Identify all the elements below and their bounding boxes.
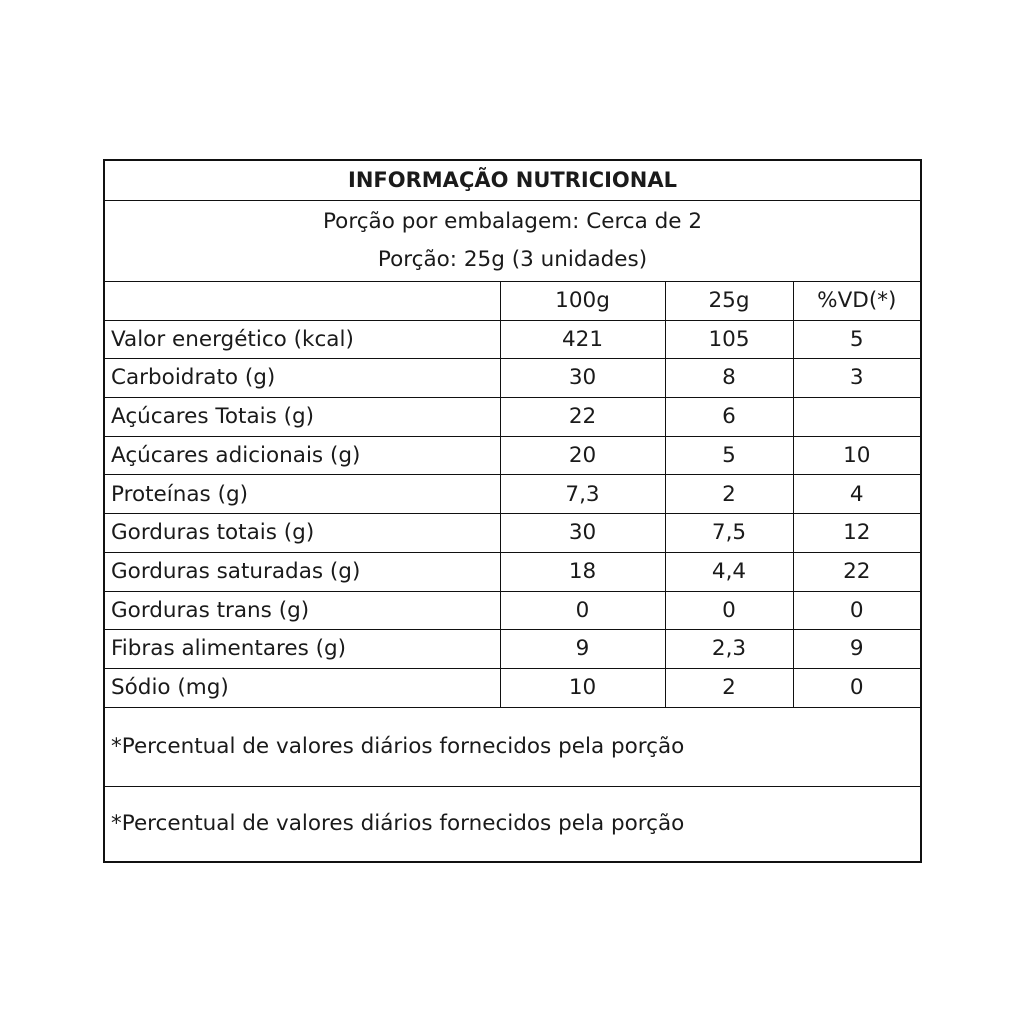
table-row xyxy=(104,591,921,630)
nutrient-name: Carboidrato (g) xyxy=(104,359,500,398)
serving-info-row xyxy=(104,201,921,282)
value-serving: 7,5 xyxy=(665,514,793,553)
value-dv xyxy=(793,398,921,437)
value-100g: 9 xyxy=(500,630,665,669)
nutrient-name: Gorduras saturadas (g) xyxy=(104,552,500,591)
value-serving: 8 xyxy=(665,359,793,398)
footnote-row xyxy=(104,707,921,786)
table-row xyxy=(104,514,921,553)
table-row xyxy=(104,552,921,591)
column-header-row xyxy=(104,282,921,321)
value-dv: 3 xyxy=(793,359,921,398)
value-100g: 0 xyxy=(500,591,665,630)
value-dv: 12 xyxy=(793,514,921,553)
value-serving: 0 xyxy=(665,591,793,630)
nutrient-name: Açúcares Totais (g) xyxy=(104,398,500,437)
footnote: *Percentual de valores diários fornecidos pela porção xyxy=(104,786,921,862)
column-header-serving: 25g xyxy=(665,282,793,321)
value-100g: 421 xyxy=(500,320,665,359)
value-100g: 20 xyxy=(500,436,665,475)
nutrient-name: Açúcares adicionais (g) xyxy=(104,436,500,475)
value-dv: 0 xyxy=(793,591,921,630)
servings-per-package: Porção por embalagem: Cerca de 2 xyxy=(322,209,703,234)
value-100g: 10 xyxy=(500,668,665,707)
value-serving: 6 xyxy=(665,398,793,437)
column-header-100g: 100g xyxy=(500,282,665,321)
table-row xyxy=(104,475,921,514)
value-serving: 5 xyxy=(665,436,793,475)
value-dv: 5 xyxy=(793,320,921,359)
nutrient-name: Gorduras trans (g) xyxy=(104,591,500,630)
value-serving: 2 xyxy=(665,668,793,707)
column-header-nutrient xyxy=(104,282,500,321)
nutrient-name: Gorduras totais (g) xyxy=(104,514,500,553)
title-row xyxy=(104,160,921,201)
serving-info-cell xyxy=(104,201,921,282)
value-dv: 9 xyxy=(793,630,921,669)
serving-size: Porção: 25g (3 unidades) xyxy=(377,247,648,272)
value-dv: 10 xyxy=(793,436,921,475)
footnote-row xyxy=(104,786,921,862)
value-100g: 30 xyxy=(500,359,665,398)
table-row xyxy=(104,320,921,359)
table-row xyxy=(104,436,921,475)
value-serving: 2,3 xyxy=(665,630,793,669)
table-row xyxy=(104,668,921,707)
footnote: *Percentual de valores diários fornecidos pela porção xyxy=(104,707,921,786)
nutrient-name: Fibras alimentares (g) xyxy=(104,630,500,669)
value-100g: 30 xyxy=(500,514,665,553)
value-dv: 0 xyxy=(793,668,921,707)
nutrient-name: Sódio (mg) xyxy=(104,668,500,707)
value-100g: 18 xyxy=(500,552,665,591)
value-100g: 7,3 xyxy=(500,475,665,514)
table-row xyxy=(104,359,921,398)
value-100g: 22 xyxy=(500,398,665,437)
value-serving: 2 xyxy=(665,475,793,514)
value-dv: 22 xyxy=(793,552,921,591)
value-dv: 4 xyxy=(793,475,921,514)
value-serving: 105 xyxy=(665,320,793,359)
value-serving: 4,4 xyxy=(665,552,793,591)
nutrient-name: Valor energético (kcal) xyxy=(104,320,500,359)
table-row xyxy=(104,630,921,669)
table-row xyxy=(104,398,921,437)
table-title: INFORMAÇÃO NUTRICIONAL xyxy=(104,160,921,201)
nutrient-name: Proteínas (g) xyxy=(104,475,500,514)
nutrition-facts-table xyxy=(103,159,922,863)
column-header-dv: %VD(*) xyxy=(793,282,921,321)
